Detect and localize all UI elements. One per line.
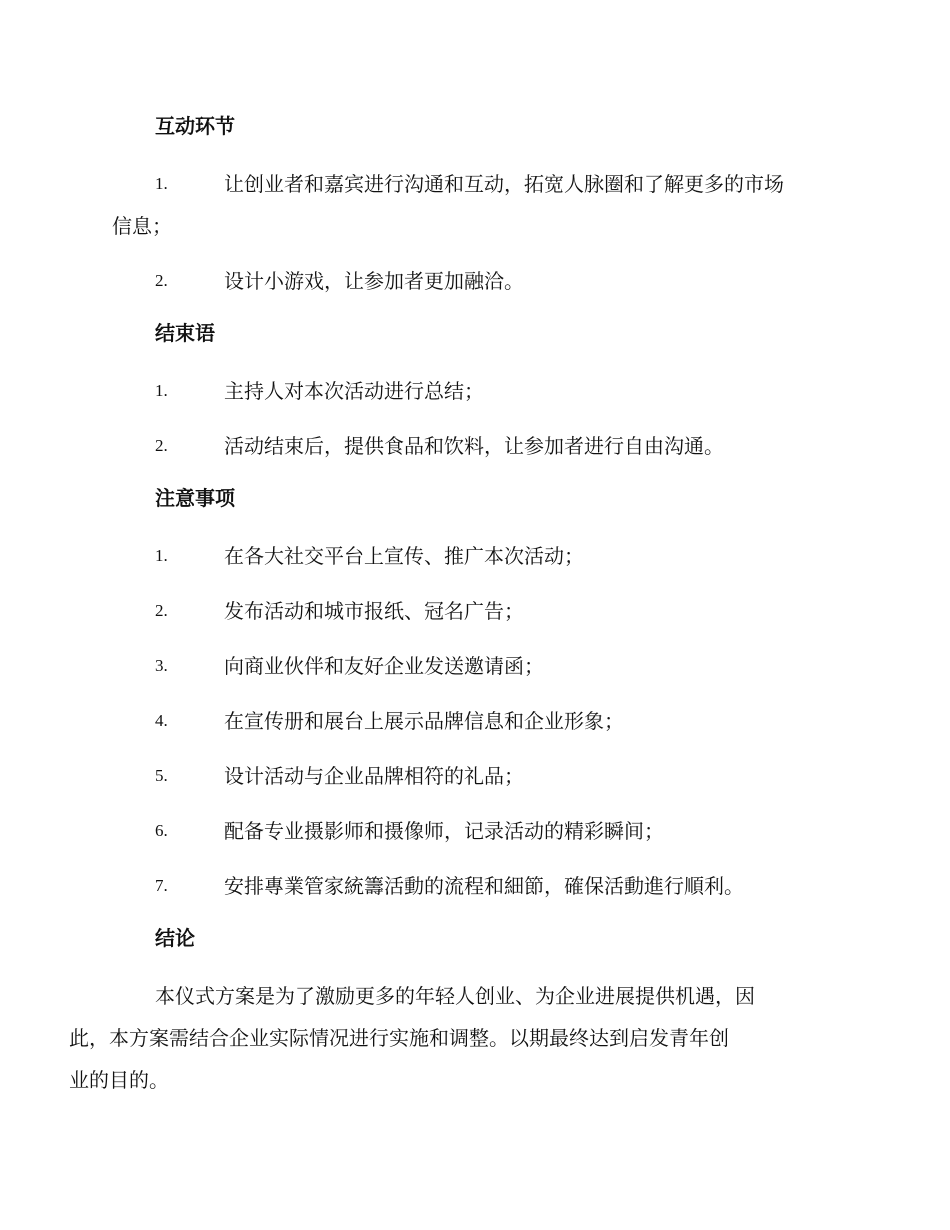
list-number: 5. xyxy=(155,766,168,785)
paragraph-line: 本仪式方案是为了激励更多的年轻人创业、为企业进展提供机遇，因 xyxy=(155,984,755,1008)
list-item xyxy=(112,535,836,577)
list-text: 活动结束后，提供食品和饮料，让参加者进行自由沟通。 xyxy=(224,434,724,458)
list-number: 2. xyxy=(155,436,168,455)
list-number: 4. xyxy=(155,711,168,730)
paragraph-line: 此，本方案需结合企业实际情况进行实施和调整。以期最终达到启发青年创 xyxy=(69,1026,729,1050)
list-text xyxy=(112,163,836,247)
list-number: 2. xyxy=(155,271,168,290)
list-text-line: 信息； xyxy=(112,214,172,238)
list-text: 主持人对本次活动进行总结； xyxy=(224,379,484,403)
list-item xyxy=(112,590,836,632)
list-text: 安排專業管家統籌活動的流程和細節，確保活動進行順利。 xyxy=(224,874,744,898)
list-number: 1. xyxy=(155,174,168,193)
list-text: 向商业伙伴和友好企业发送邀请函； xyxy=(224,654,544,678)
list-number: 1. xyxy=(155,546,168,565)
section-heading-closing: 结束语 xyxy=(155,321,215,345)
list-item xyxy=(112,865,836,907)
section-heading-interaction: 互动环节 xyxy=(155,114,235,138)
list-text: 发布活动和城市报纸、冠名广告； xyxy=(224,599,524,623)
list-item xyxy=(112,163,836,247)
list-item xyxy=(112,425,836,467)
list-item xyxy=(112,645,836,687)
list-item xyxy=(112,260,836,302)
section-heading-conclusion: 结论 xyxy=(155,926,195,950)
list-text: 在各大社交平台上宣传、推广本次活动； xyxy=(224,544,584,568)
list-number: 6. xyxy=(155,821,168,840)
conclusion-paragraph xyxy=(69,975,836,1101)
list-text-line: 让创业者和嘉宾进行沟通和互动，拓宽人脉圈和了解更多的市场 xyxy=(224,172,784,196)
list-text: 在宣传册和展台上展示品牌信息和企业形象； xyxy=(224,709,624,733)
list-text: 配备专业摄影师和摄像师，记录活动的精彩瞬间； xyxy=(224,819,664,843)
list-number: 7. xyxy=(155,876,168,895)
list-text: 设计活动与企业品牌相符的礼品； xyxy=(224,764,524,788)
list-number: 2. xyxy=(155,601,168,620)
list-item xyxy=(112,810,836,852)
list-number: 1. xyxy=(155,381,168,400)
paragraph-line: 业的目的。 xyxy=(69,1068,169,1092)
list-item xyxy=(112,755,836,797)
list-item xyxy=(112,370,836,412)
list-text: 设计小游戏，让参加者更加融洽。 xyxy=(224,269,524,293)
list-item xyxy=(112,700,836,742)
list-number: 3. xyxy=(155,656,168,675)
document-body xyxy=(69,108,836,1101)
section-heading-notes: 注意事项 xyxy=(155,486,235,510)
